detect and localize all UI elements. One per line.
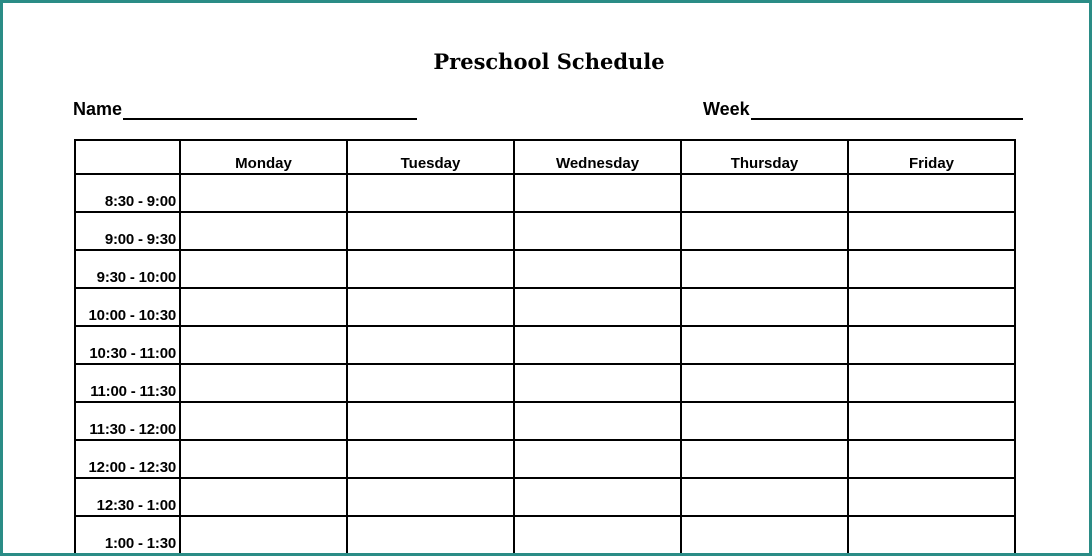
header-row [75, 140, 1015, 174]
table-row [75, 440, 1015, 478]
schedule-cell[interactable] [514, 288, 681, 326]
schedule-cell[interactable] [180, 250, 347, 288]
time-slot-label: 9:00 - 9:30 [75, 212, 180, 250]
schedule-cell[interactable] [347, 250, 514, 288]
schedule-cell[interactable] [180, 326, 347, 364]
schedule-cell[interactable] [848, 212, 1015, 250]
schedule-cell[interactable] [347, 174, 514, 212]
schedule-cell[interactable] [848, 364, 1015, 402]
schedule-cell[interactable] [848, 174, 1015, 212]
schedule-cell[interactable] [514, 478, 681, 516]
schedule-body [75, 174, 1015, 556]
schedule-table [74, 139, 1016, 556]
time-slot-label: 10:00 - 10:30 [75, 288, 180, 326]
time-slot-label: 12:00 - 12:30 [75, 440, 180, 478]
table-row [75, 250, 1015, 288]
week-label: Week [703, 99, 750, 119]
schedule-cell[interactable] [347, 402, 514, 440]
table-row [75, 212, 1015, 250]
schedule-cell[interactable] [514, 212, 681, 250]
schedule-cell[interactable] [180, 288, 347, 326]
schedule-cell[interactable] [681, 364, 848, 402]
schedule-cell[interactable] [848, 250, 1015, 288]
schedule-cell[interactable] [514, 402, 681, 440]
schedule-cell[interactable] [347, 478, 514, 516]
time-slot-label: 11:00 - 11:30 [75, 364, 180, 402]
time-slot-label: 12:30 - 1:00 [75, 478, 180, 516]
week-field [703, 99, 1023, 120]
time-slot-label: 10:30 - 11:00 [75, 326, 180, 364]
page-title: Preschool Schedule [433, 49, 665, 74]
time-slot-label: 9:30 - 10:00 [75, 250, 180, 288]
table-row [75, 174, 1015, 212]
time-slot-label: 8:30 - 9:00 [75, 174, 180, 212]
table-row [75, 288, 1015, 326]
day-header: Tuesday [347, 140, 514, 174]
time-slot-label: 1:00 - 1:30 [75, 516, 180, 554]
schedule-cell[interactable] [848, 440, 1015, 478]
schedule-cell[interactable] [514, 364, 681, 402]
name-blank-line[interactable] [123, 100, 417, 120]
schedule-cell[interactable] [347, 326, 514, 364]
table-row [75, 478, 1015, 516]
schedule-cell[interactable] [681, 250, 848, 288]
table-row [75, 516, 1015, 554]
schedule-cell[interactable] [347, 288, 514, 326]
schedule-cell[interactable] [681, 402, 848, 440]
schedule-cell[interactable] [681, 174, 848, 212]
schedule-cell[interactable] [180, 516, 347, 554]
schedule-cell[interactable] [514, 250, 681, 288]
schedule-cell[interactable] [681, 516, 848, 554]
schedule-cell[interactable] [514, 516, 681, 554]
schedule-cell[interactable] [347, 440, 514, 478]
table-row [75, 364, 1015, 402]
schedule-cell[interactable] [180, 440, 347, 478]
schedule-cell[interactable] [347, 516, 514, 554]
table-row [75, 326, 1015, 364]
schedule-cell[interactable] [180, 174, 347, 212]
schedule-cell[interactable] [681, 478, 848, 516]
schedule-cell[interactable] [681, 288, 848, 326]
schedule-cell[interactable] [514, 174, 681, 212]
schedule-cell[interactable] [180, 364, 347, 402]
schedule-cell[interactable] [848, 516, 1015, 554]
schedule-cell[interactable] [180, 402, 347, 440]
schedule-cell[interactable] [180, 478, 347, 516]
schedule-cell[interactable] [681, 326, 848, 364]
schedule-cell[interactable] [514, 326, 681, 364]
schedule-cell[interactable] [681, 440, 848, 478]
day-header: Thursday [681, 140, 848, 174]
day-header: Wednesday [514, 140, 681, 174]
time-slot-label: 11:30 - 12:00 [75, 402, 180, 440]
schedule-cell[interactable] [514, 440, 681, 478]
name-label: Name [73, 99, 123, 119]
schedule-cell[interactable] [848, 326, 1015, 364]
schedule-cell[interactable] [848, 478, 1015, 516]
table-row [75, 402, 1015, 440]
schedule-cell[interactable] [180, 212, 347, 250]
name-field [73, 99, 417, 120]
week-blank-line[interactable] [751, 100, 1023, 120]
schedule-cell[interactable] [347, 364, 514, 402]
schedule-cell[interactable] [681, 212, 848, 250]
schedule-cell[interactable] [848, 402, 1015, 440]
corner-cell [75, 140, 180, 174]
schedule-cell[interactable] [848, 288, 1015, 326]
day-header: Monday [180, 140, 347, 174]
day-header: Friday [848, 140, 1015, 174]
schedule-cell[interactable] [347, 212, 514, 250]
